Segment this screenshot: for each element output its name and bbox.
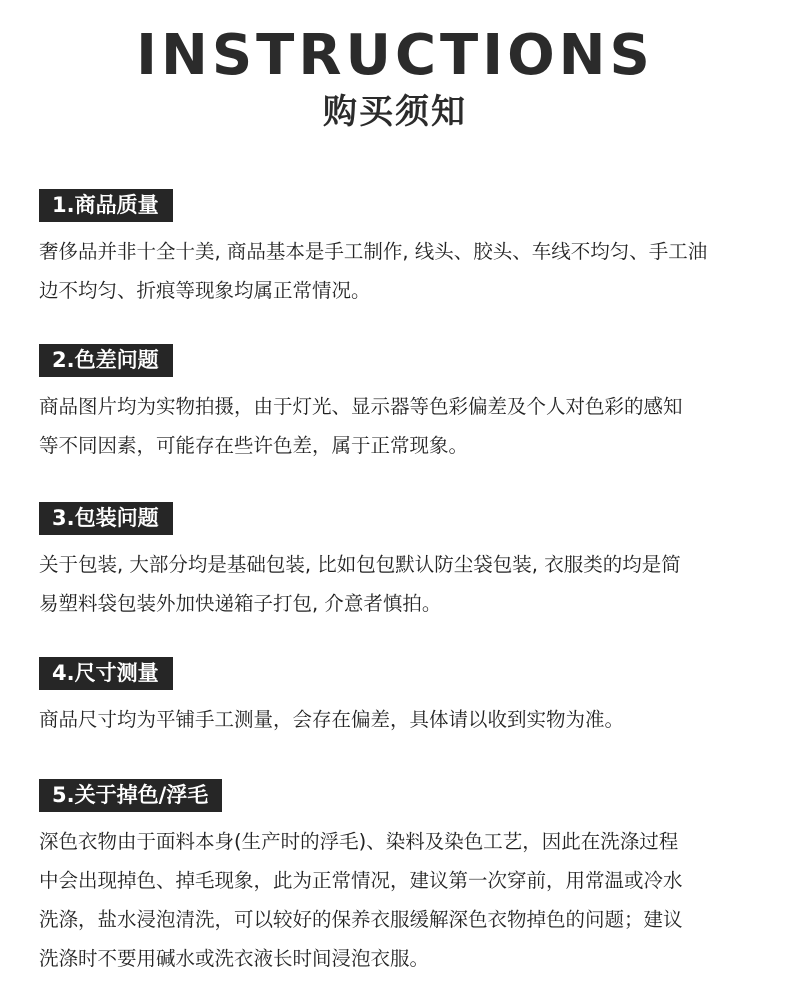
section-label: 2.色差问题 — [39, 344, 173, 377]
section-packaging — [39, 502, 759, 623]
section-label: 3.包装问题 — [39, 502, 173, 535]
section-text: 商品图片均为实物拍摄，由于灯光、显示器等色彩偏差及个人对色彩的感知 等不同因素，可能存在些许色差，属于正常现象。 — [39, 395, 683, 457]
section-color-difference — [39, 344, 759, 465]
section-text: 关于包装, 大部分均是基础包装, 比如包包默认防尘袋包装, 衣服类的均是简 易塑料袋包装外加快递箱子打包, 介意者慎拍。 — [39, 553, 681, 615]
section-text: 商品尺寸均为平铺手工测量，会存在偏差，具体请以收到实物为准。 — [39, 708, 625, 731]
page-subtitle: 购买须知 — [323, 92, 467, 132]
section-fading-lint — [39, 779, 759, 978]
section-label: 1.商品质量 — [39, 189, 173, 222]
section-text: 奢侈品并非十全十美, 商品基本是手工制作, 线头、胶头、车线不均匀、手工油 边不均匀、折痕等现象均属正常情况。 — [39, 240, 708, 302]
section-label: 5.关于掉色/浮毛 — [39, 779, 222, 812]
section-label: 4.尺寸测量 — [39, 657, 173, 690]
section-text: 深色衣物由于面料本身(生产时的浮毛)、染料及染色工艺，因此在洗涤过程 中会出现掉色、掉毛现象，此为正常情况，建议第一次穿前，用常温或冷水 洗涤，盐水浸泡清洗，可以较好的保养衣服缓解深色衣物掉色的问题；建议 洗涤时不要用碱水或洗衣液长时间浸泡衣服。 — [39, 830, 683, 970]
section-size-measurement — [39, 657, 759, 739]
section-product-quality — [39, 189, 759, 310]
page-title: INSTRUCTIONS — [136, 23, 654, 88]
